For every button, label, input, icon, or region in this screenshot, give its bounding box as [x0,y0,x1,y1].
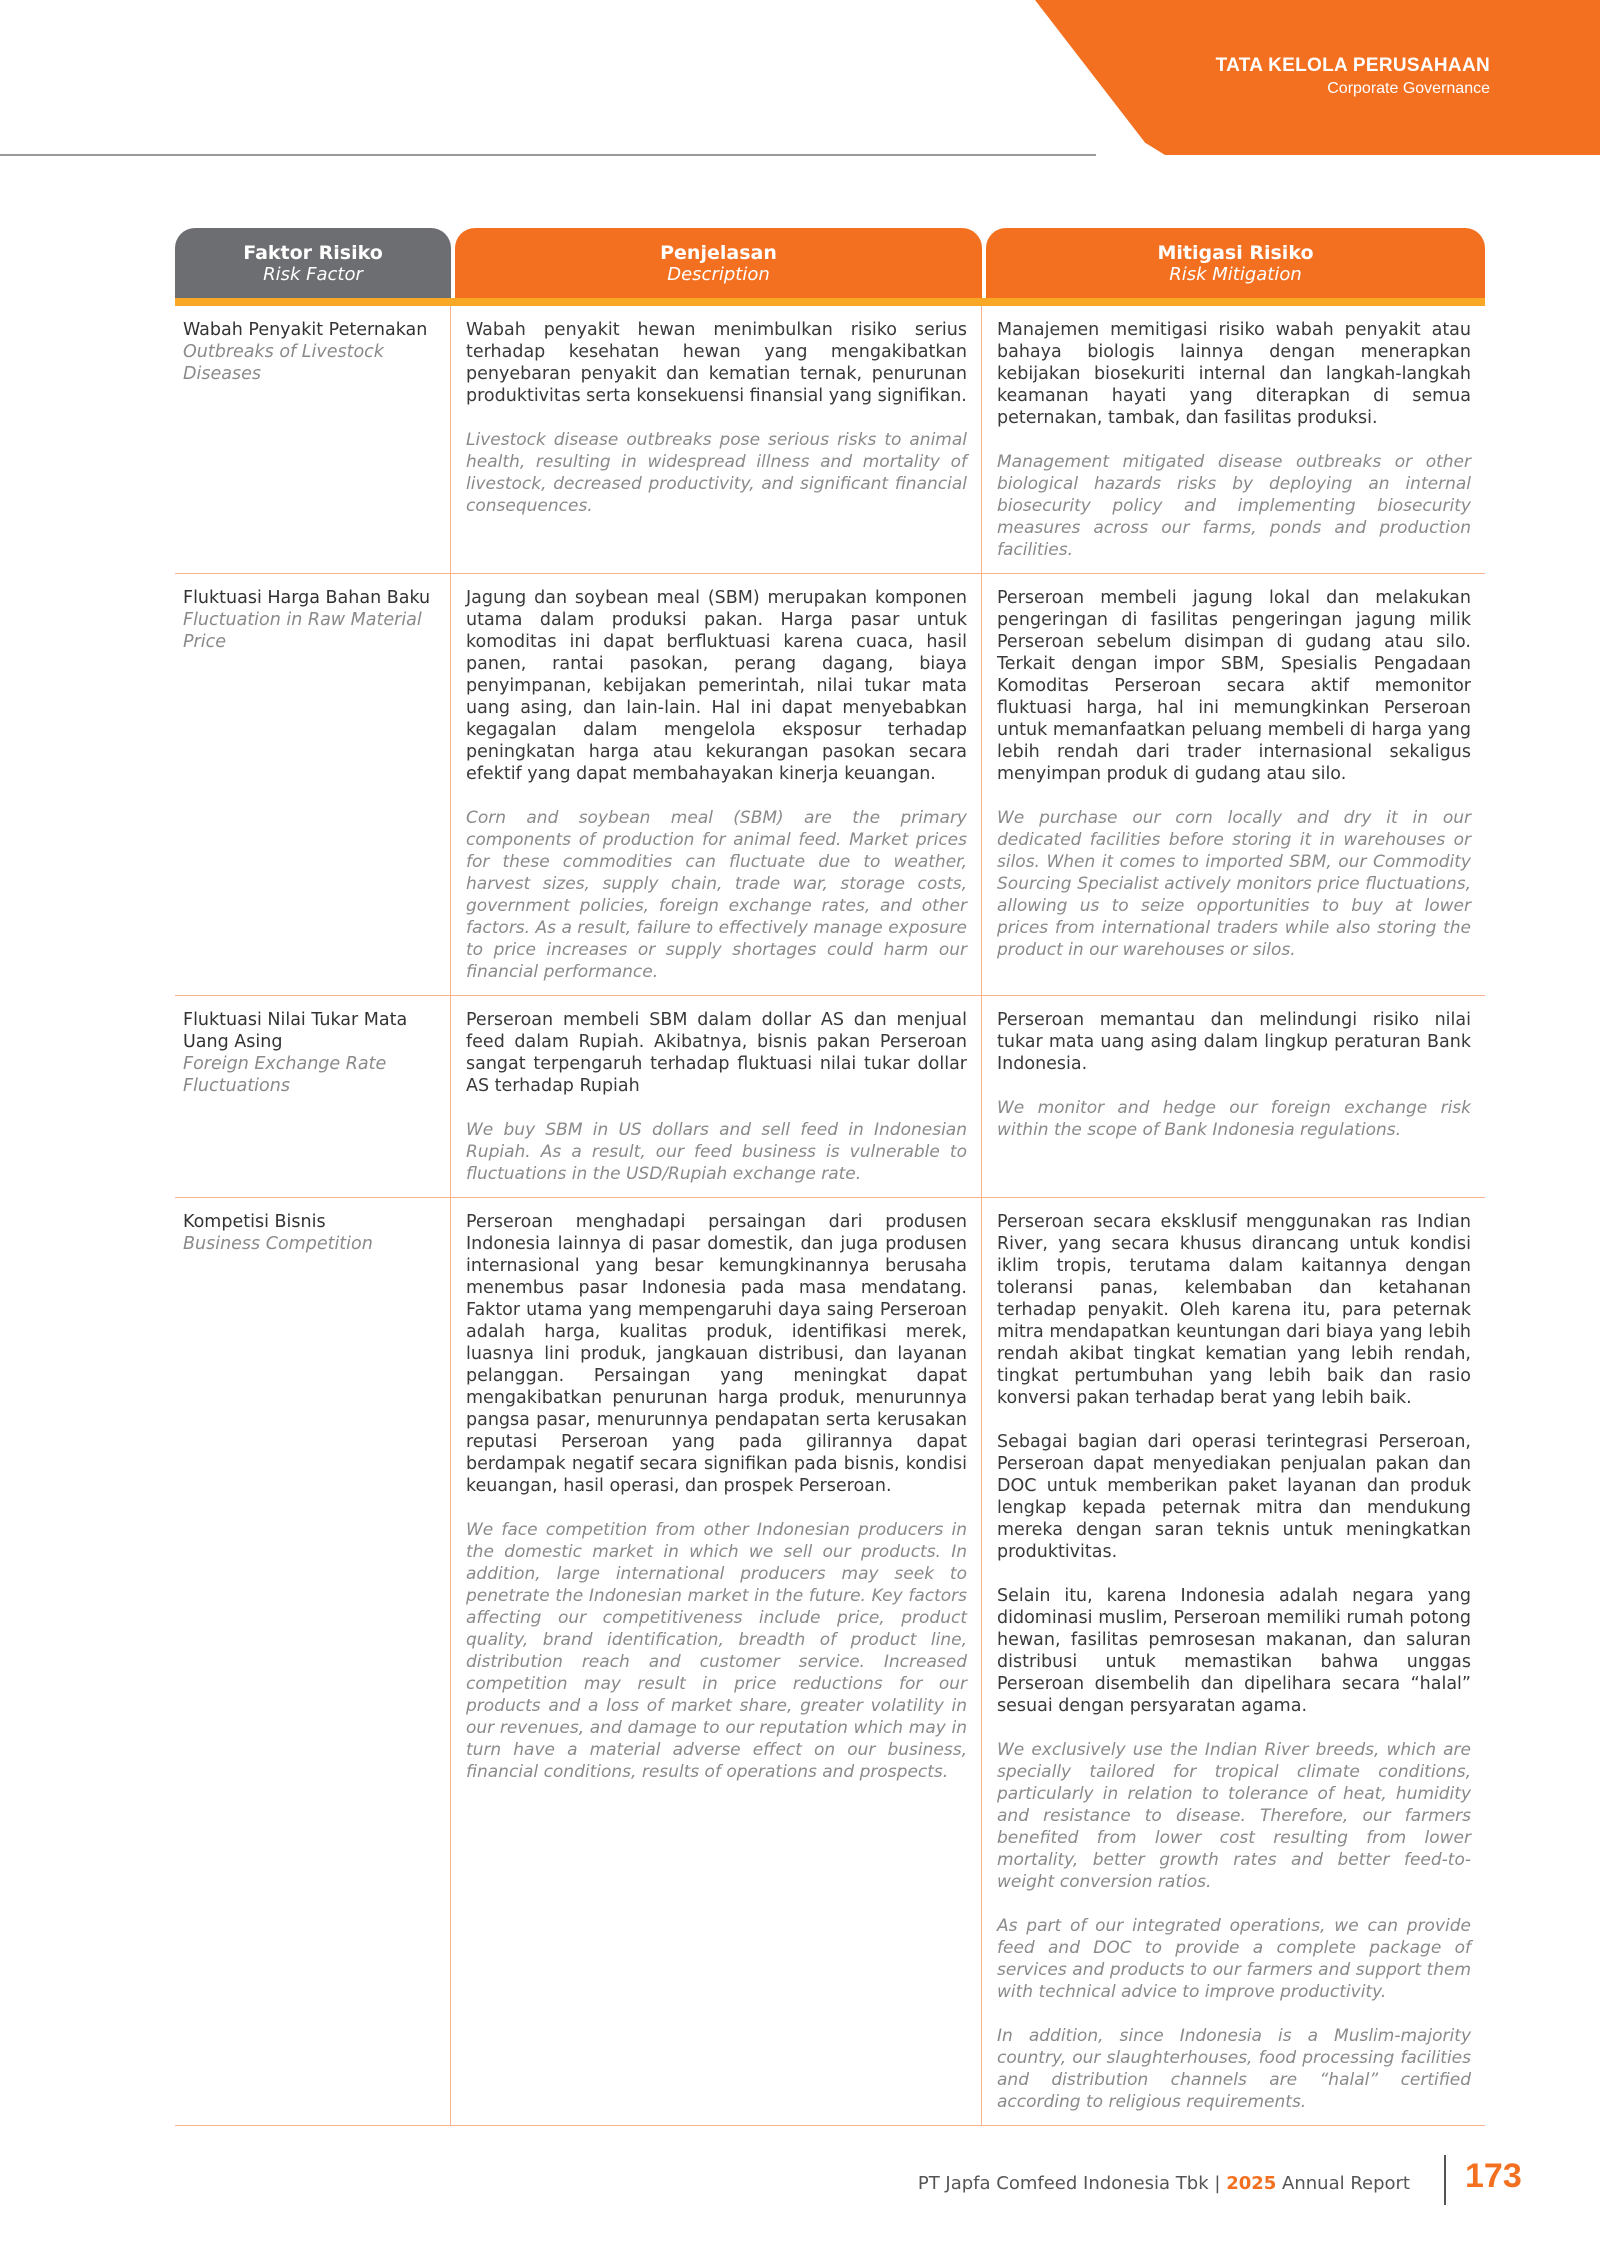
header-accent-bar [175,298,1485,306]
paragraph-id: Manajemen memitigasi risiko wabah penyakit atau bahaya biologis lainnya dengan menerapkan kebijakan biosekuriti internal dan langkah-langkah keamanan hayati yang diterapkan di semua peternakan, tambak, dan fasilitas produksi. [997,320,1471,428]
column-header-description: Penjelasan Description [455,228,982,298]
risk-factor-name-en: Outbreaks of Livestock Diseases [183,342,384,384]
paragraph-en: We face competition from other Indonesian producers in the domestic market in which we sell our products. In addition, large international producers may seek to penetrate the Indonesian market in the future. Key factors affecting our competitiveness include price, product quality, brand identification, breadth of product line, distribution reach and customer service. Increased competition may result in price reductions for our products and a loss of market share, greater volatility in our revenues, and damage to our reputation which may in turn have a material adverse effect on our business, financial conditions, results of operations and prospects. [466,1520,967,1782]
paragraph-en: In addition, since Indonesia is a Muslim-majority country, our slaughterhouses, food processing facilities and distribution channels are “halal” certified according to religious requirements. [997,2026,1471,2112]
mitigation-cell [982,1198,1485,2125]
table-row [175,996,1485,1198]
column-header-mitigation: Mitigasi Risiko Risk Mitigation [986,228,1485,298]
table-row [175,1198,1485,2126]
table-header [175,228,1485,298]
risk-factor-cell [175,996,451,1197]
description-cell [451,996,982,1197]
paragraph-en: Corn and soybean meal (SBM) are the primary components of production for animal feed. Market prices for these commodities can fluctuate due to weather, harvest sizes, supply chain, trade war, storage costs, government policies, foreign exchange rates, and other factors. As a result, failure to effectively manage exposure to price increases or supply shortages could harm our financial performance. [466,808,967,982]
footer-separator: | [1214,2173,1221,2194]
risk-factor-cell [175,574,451,995]
table-body [175,306,1485,2126]
paragraph-id: Jagung dan soybean meal (SBM) merupakan komponen utama dalam produksi pakan. Harga pasar untuk komoditas ini dapat berfluktuasi karena cuaca, hasil panen, rantai pasokan, perang dagang, biaya penyimpanan, kebijakan pemerintah, nilai tukar mata uang asing, dan lain-lain. Hal ini dapat menyebabkan kegagalan dalam mengelola eksposur terhadap peningkatan harga atau kekurangan pasokan secara efektif yang dapat membahayakan kinerja keuangan. [466,588,967,784]
description-cell [451,306,982,573]
risk-factor-name: Fluktuasi Nilai Tukar Mata Uang Asing [183,1010,408,1052]
section-title: TATA KELOLA PERUSAHAAN [1215,55,1490,76]
description-cell [451,574,982,995]
risk-factor-name-en: Foreign Exchange Rate Fluctuations [183,1054,387,1096]
mitigation-cell [982,574,1485,995]
table-row [175,574,1485,996]
paragraph-id: Perseroan secara eksklusif menggunakan ras Indian River, yang secara khusus dirancang untuk kondisi iklim tropis, terutama dalam kaitannya dengan toleransi panas, kelembaban dan ketahanan terhadap penyakit. Oleh karena itu, para peternak mitra mendapatkan keuntungan dari biaya yang lebih rendah akibat tingkat kematian yang lebih rendah, tingkat pertumbuhan yang lebih baik dan rasio konversi pakan terhadap berat yang lebih baik. [997,1212,1471,1408]
footer-year: 2025 [1226,2173,1277,2194]
risk-factor-name: Wabah Penyakit Peternakan [183,320,428,340]
page-footer [0,2155,1600,2215]
table-row [175,306,1485,574]
risk-factor-name: Fluktuasi Harga Bahan Baku [183,588,431,608]
mitigation-cell [982,996,1485,1197]
footer-divider [1444,2155,1446,2205]
page-number: 173 [1465,2157,1522,2195]
section-subtitle: Corporate Governance [1327,80,1490,97]
paragraph-id: Selain itu, karena Indonesia adalah negara yang didominasi muslim, Perseroan memiliki rumah potong hewan, fasilitas pemrosesan makanan, dan saluran distribusi untuk memastikan bahwa unggas Perseroan disembelih dan dipelihara secara “halal” sesuai dengan persyaratan agama. [997,1586,1471,1716]
paragraph-id: Perseroan menghadapi persaingan dari produsen Indonesia lainnya di pasar domestik, dan juga produsen internasional yang besar kemungkinannya berusaha menembus pasar Indonesia pada masa mendatang. Faktor utama yang mempengaruhi daya saing Perseroan adalah harga, kualitas produk, identifikasi merek, luasnya lini produk, jangkauan distribusi, dan layanan pelanggan. Persaingan yang meningkat dapat mengakibatkan penurunan harga produk, menurunnya pangsa pasar, menurunnya pendapatan serta kerusakan reputasi Perseroan yang pada gilirannya dapat berdampak negatif secara signifikan pada bisnis, kondisi keuangan, hasil operasi, dan prospek Perseroan. [466,1212,967,1496]
paragraph-id: Perseroan membeli jagung lokal dan melakukan pengeringan di fasilitas pengeringan jagung milik Perseroan sebelum disimpan di gudang atau silo. Terkait dengan impor SBM, Spesialis Pengadaan Komoditas Perseroan secara aktif memonitor fluktuasi harga, hal ini memungkinkan Perseroan untuk memanfaatkan peluang membeli di harga yang lebih rendah dari trader internasional sekaligus menyimpan produk di gudang atau silo. [997,588,1471,784]
header-corner-banner [1035,0,1600,155]
column-header-risk-factor: Faktor Risiko Risk Factor [175,228,451,298]
paragraph-id: Wabah penyakit hewan menimbulkan risiko serius terhadap kesehatan hewan yang mengakibatkan penyebaran penyakit dan kematian ternak, penurunan produktivitas serta konsekuensi finansial yang signifikan. [466,320,967,406]
description-cell [451,1198,982,2125]
footer-text [918,2173,1410,2194]
paragraph-en: We exclusively use the Indian River breeds, which are specially tailored for tropical climate conditions, particularly in relation to tolerance of heat, humidity and resistance to disease. Therefore, our farmers benefited from lower cost resulting from lower mortality, better growth rates and better feed-to-weight conversion ratios. [997,1740,1471,1892]
paragraph-id: Perseroan membeli SBM dalam dollar AS dan menjual feed dalam Rupiah. Akibatnya, bisnis pakan Perseroan sangat terpengaruh terhadap fluktuasi nilai tukar dollar AS terhadap Rupiah [466,1010,967,1096]
mitigation-cell [982,306,1485,573]
paragraph-en: We monitor and hedge our foreign exchange risk within the scope of Bank Indonesia regulations. [997,1098,1471,1140]
risk-factor-name-en: Business Competition [183,1234,373,1254]
paragraph-id: Perseroan memantau dan melindungi risiko nilai tukar mata uang asing dalam lingkup peraturan Bank Indonesia. [997,1010,1471,1074]
risk-table [175,228,1485,2126]
footer-company: PT Japfa Comfeed Indonesia Tbk [917,2173,1209,2194]
paragraph-en: We purchase our corn locally and dry it in our dedicated facilities before storing it in warehouses or silos. When it comes to imported SBM, our Commodity Sourcing Specialist actively monitors price fluctuations, allowing us to seize opportunities to buy at lower prices from international traders while also storing the product in our warehouses or silos. [997,808,1471,960]
paragraph-en: As part of our integrated operations, we can provide feed and DOC to provide a complete package of services and products to our farmers and support them with technical advice to improve productivity. [997,1916,1471,2002]
paragraph-id: Sebagai bagian dari operasi terintegrasi Perseroan, Perseroan dapat menyediakan penjualan pakan dan DOC untuk memberikan paket layanan dan produk lengkap kepada peternak mitra dan mendukung mereka dengan saran teknis untuk meningkatkan produktivitas. [997,1432,1471,1562]
header-divider [0,154,1096,156]
paragraph-en: We buy SBM in US dollars and sell feed in Indonesian Rupiah. As a result, our feed business is vulnerable to fluctuations in the USD/Rupiah exchange rate. [466,1120,967,1184]
risk-factor-name-en: Fluctuation in Raw Material Price [183,610,422,652]
paragraph-en: Management mitigated disease outbreaks or other biological hazards risks by deploying an internal biosecurity policy and implementing biosecurity measures across our farms, ponds and production facilities. [997,452,1471,560]
paragraph-en: Livestock disease outbreaks pose serious risks to animal health, resulting in widespread illness and mortality of livestock, decreased productivity, and significant financial consequences. [466,430,967,516]
risk-factor-cell [175,1198,451,2125]
risk-factor-cell [175,306,451,573]
risk-factor-name: Kompetisi Bisnis [183,1212,326,1232]
footer-report: Annual Report [1282,2173,1410,2194]
